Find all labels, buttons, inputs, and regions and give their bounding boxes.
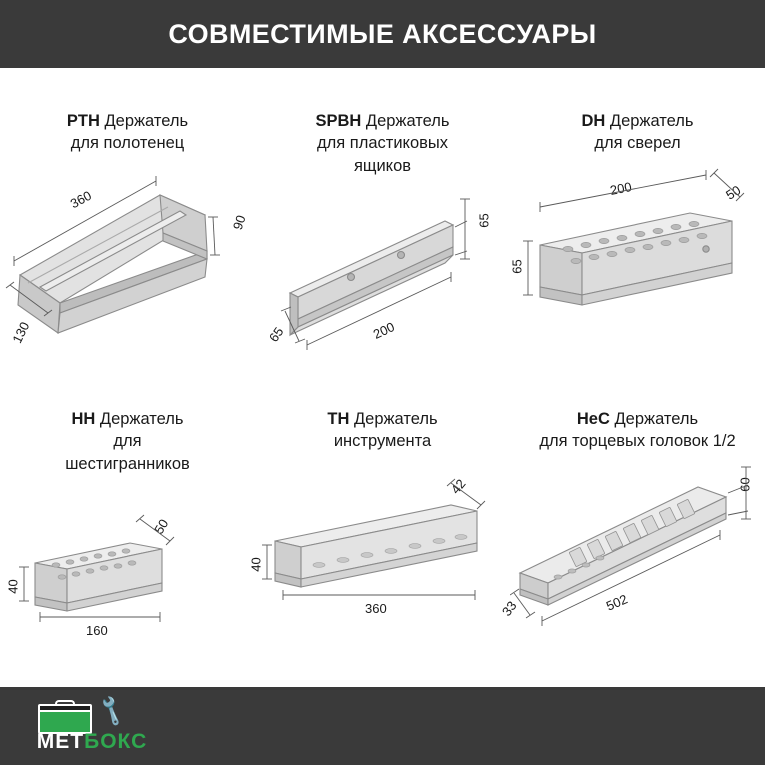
product-name: Держатель <box>609 112 694 130</box>
dim-dh-200: 200 <box>608 178 633 198</box>
wrench-icon: 🔧 <box>94 693 130 728</box>
product-title-spbh <box>255 110 510 177</box>
product-illustration-spbh <box>255 177 510 367</box>
product-illustration-hh <box>0 475 255 665</box>
dim-spbh-200: 200 <box>370 318 397 342</box>
product-name: Держатель <box>365 112 450 130</box>
dim-pth-90: 90 <box>229 212 249 232</box>
product-title-th <box>255 408 510 453</box>
dim-th-42: 42 <box>447 475 469 497</box>
product-card-hh[interactable] <box>0 408 255 665</box>
product-card-th[interactable] <box>248 408 510 643</box>
product-code: DH <box>581 112 606 130</box>
product-desc-2: шестигранников <box>65 454 190 473</box>
product-illustration-th <box>248 453 510 643</box>
dim-spbh-65-top: 65 <box>476 213 492 228</box>
product-desc-1: для полотенец <box>70 134 185 153</box>
dim-hh-160: 160 <box>86 622 108 638</box>
toolbox-icon <box>34 700 92 730</box>
dim-hec-502: 502 <box>603 590 630 614</box>
dim-pth-130: 130 <box>9 318 33 346</box>
brand-name-part2: БОКС <box>84 730 148 753</box>
page-footer <box>0 687 765 765</box>
product-illustration-dh <box>510 155 765 345</box>
dim-th-360: 360 <box>365 600 387 616</box>
dim-hec-60: 60 <box>737 476 753 492</box>
dim-hh-50: 50 <box>151 516 172 537</box>
product-illustration-pth <box>0 155 255 345</box>
hec-dimension-lines <box>510 453 765 643</box>
product-name: Держатель <box>99 410 184 428</box>
product-name: Держатель <box>614 410 699 428</box>
spbh-dimension-lines <box>255 177 510 367</box>
product-title-hec <box>510 408 765 453</box>
dim-dh-50: 50 <box>723 181 744 203</box>
hh-dimension-lines <box>0 475 255 665</box>
brand-name <box>12 730 172 754</box>
pth-dimension-lines <box>0 155 255 345</box>
page-header <box>0 0 765 68</box>
product-desc-2: ящиков <box>353 156 412 175</box>
product-illustration-hec <box>498 453 765 643</box>
product-desc-1: для <box>113 432 142 451</box>
product-code: TH <box>327 410 350 428</box>
page-title: СОВМЕСТИМЫЕ АКСЕССУАРЫ <box>168 18 597 49</box>
product-desc-1: для сверел <box>594 134 681 153</box>
product-card-hec[interactable] <box>498 408 765 643</box>
product-grid <box>0 68 765 687</box>
product-code: PTH <box>66 112 100 130</box>
product-name: Держатель <box>353 410 438 428</box>
dh-dimension-lines <box>510 155 765 345</box>
brand-logo[interactable] <box>12 693 172 756</box>
product-desc-1: для торцевых головок 1/2 <box>539 432 736 451</box>
dim-dh-65: 65 <box>509 258 525 274</box>
product-desc-1: инструмента <box>333 432 432 451</box>
product-code: SPBH <box>315 112 362 130</box>
product-title-dh <box>510 110 765 155</box>
dim-spbh-65-left: 65 <box>265 324 287 345</box>
product-card-dh[interactable] <box>510 110 765 345</box>
brand-name-part1: МЕТ <box>36 730 85 753</box>
dim-th-40: 40 <box>248 556 264 572</box>
product-name: Держатель <box>104 112 189 130</box>
product-title-pth <box>0 110 255 155</box>
th-dimension-lines <box>255 453 510 643</box>
product-code: HeC <box>576 410 610 428</box>
product-card-pth[interactable] <box>0 110 255 345</box>
dim-hh-40: 40 <box>5 579 21 594</box>
product-desc-1: для пластиковых <box>317 134 448 153</box>
product-code: HH <box>71 410 96 428</box>
product-card-spbh[interactable] <box>255 110 510 367</box>
product-title-hh <box>0 408 255 475</box>
dim-hec-33: 33 <box>498 597 520 619</box>
dim-pth-360: 360 <box>67 187 94 211</box>
